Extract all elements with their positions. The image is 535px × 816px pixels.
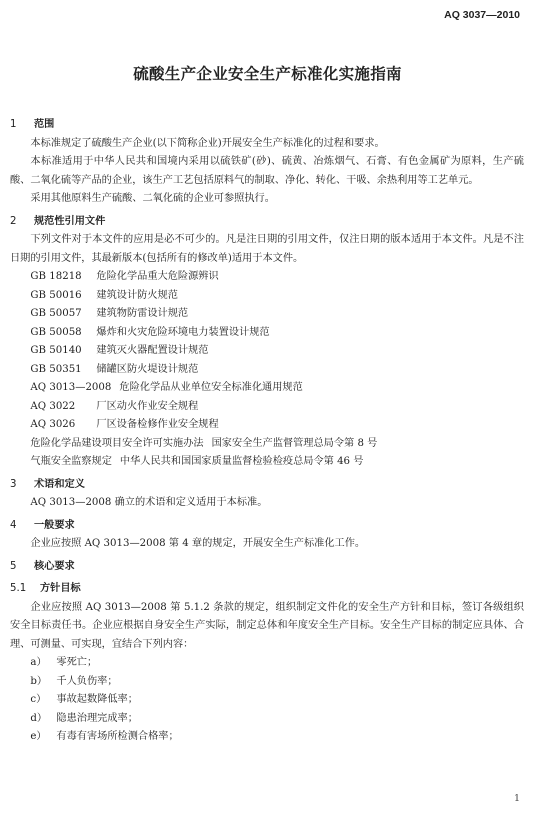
reference-item: GB 50016 建筑设计防火规范 [30,289,178,301]
section-title: 术语和定义 [34,478,85,490]
section-heading-3 [10,476,524,495]
subsection-heading-5-1 [10,580,524,599]
subsection-number: 5.1 [10,583,27,594]
reference-item: GB 18218 危险化学品重大危险源辨识 [30,271,219,282]
paragraph: 企业应按照 AQ 3013—2008 第 5.1.2 条款的规定，组织制定文件化的安全生产方针和目标，签订各级组织安全目标责任书。企业应根据自身安全生产实际，制定总体和年度安全生产目标。安全生产目标的制定应具体、合理、可测量、可实现，宜结合下列内容： [10,601,524,650]
reference-item: GB 50140 建筑灭火器配置设计规范 [30,345,209,356]
paragraph: 本标准适用于中华人民共和国境内采用以硫铁矿(砂)、硫黄、冶炼烟气、石膏、有色金属矿为原料，生产硫酸、二氧化硫等产品的企业，该生产工艺包括原料气的制取、净化、转化、干吸、余热利用等工艺单元。 [10,156,524,186]
section-heading-1 [10,116,524,135]
section-number: 3 [10,478,17,490]
paragraph: 采用其他原料生产硫酸、二氧化硫的企业可参照执行。 [30,193,275,204]
page-number: 1 [513,793,520,804]
reference-item: GB 50057 建筑物防雷设计规范 [30,308,189,319]
section-number: 5 [10,560,17,572]
section-title: 核心要求 [34,560,75,572]
paragraph: AQ 3013—2008 确立的术语和定义适用于本标准。 [30,497,268,508]
list-item: b） 千人负伤率； [30,675,118,687]
section-title: 规范性引用文件 [34,215,106,227]
reference-item: AQ 3013—2008 危险化学品从业单位安全标准化通用规范 [30,382,303,393]
section-heading-2 [10,213,524,232]
section-number: 2 [10,215,17,227]
section-number: 1 [10,119,17,130]
list-item: e） 有毒有害场所检测合格率； [30,731,179,742]
reference-item: AQ 3022 厂区动火作业安全规程 [30,400,199,412]
reference-item: GB 50058 爆炸和火灾危险环境电力装置设计规范 [30,326,270,338]
paragraph: 下列文件对于本文件的应用是必不可少的。凡是注日期的引用文件，仅注日期的版本适用于本文件。凡是不注日期的引用文件，其最新版本(包括所有的修改单)适用于本文件。 [10,234,524,264]
section-heading-4 [10,517,524,536]
list-item: c） 事故起数降低率； [30,694,138,705]
reference-item: GB 50351 储罐区防火堤设计规范 [30,363,199,375]
reference-item: 气瓶安全监察规定 中华人民共和国国家质量监督检验检疫总局令第 46 号 [30,456,364,467]
paragraph: 企业应按照 AQ 3013—2008 第 4 章的规定，开展安全生产标准化工作。 [30,538,366,549]
paragraph: 本标准规定了硫酸生产企业(以下简称企业)开展安全生产标准化的过程和要求。 [30,137,385,149]
reference-item: AQ 3026 厂区设备检修作业安全规程 [30,419,219,430]
reference-item: 危险化学品建设项目安全许可实施办法 国家安全生产监督管理总局令第 8 号 [30,437,378,449]
section-number: 4 [10,519,17,531]
list-item: a） 零死亡； [30,657,98,668]
document-code: AQ 3037—2010 [444,9,520,21]
list-item: d） 隐患治理完成率； [30,712,138,724]
section-title: 一般要求 [34,519,75,531]
document-body [10,116,524,747]
section-heading-5 [10,558,524,577]
page-title: 硫酸生产企业安全生产标准化实施指南 [133,65,402,83]
section-title: 范围 [34,119,55,130]
subsection-title: 方针目标 [40,583,81,594]
